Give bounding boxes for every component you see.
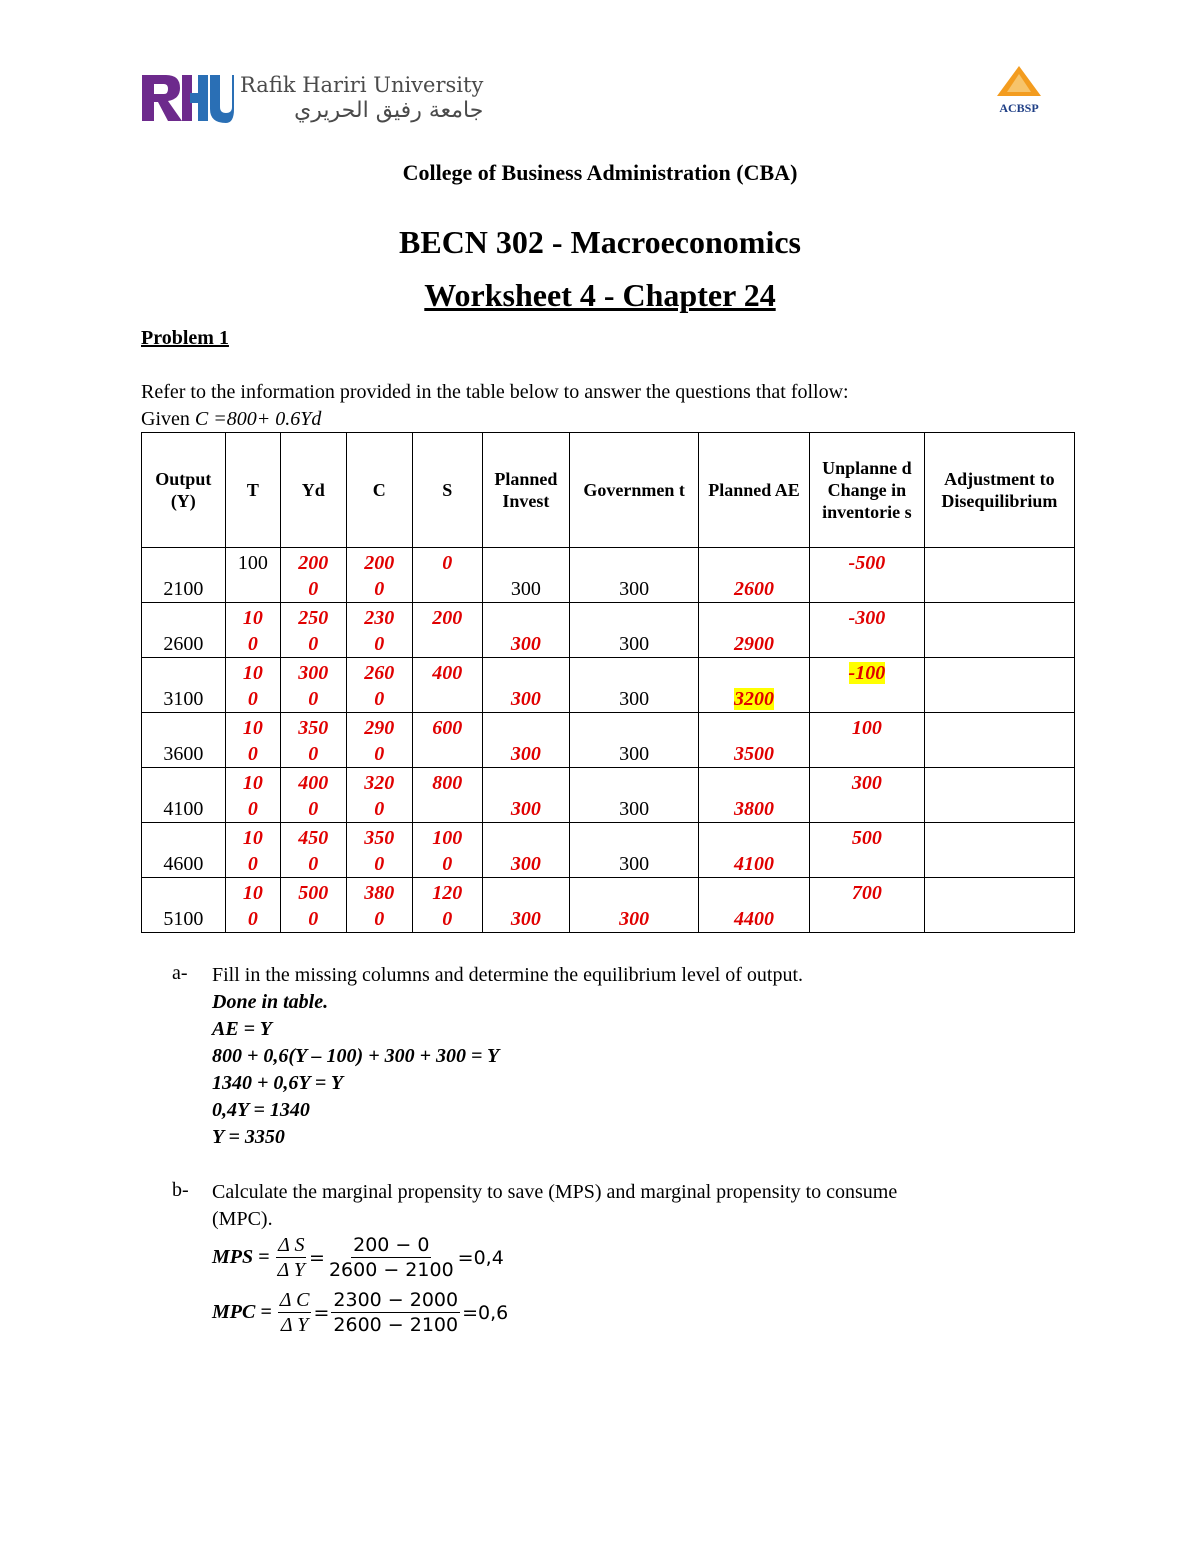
table-row (142, 823, 1075, 878)
cell-planned-ae (699, 713, 810, 768)
cell-s-value: 200 (432, 607, 463, 629)
equals-sign: = (313, 1301, 330, 1324)
cell-yd-value: 0 (308, 578, 319, 600)
cell-unplanned-change (809, 658, 924, 713)
cell-c (346, 823, 412, 878)
cell-output (142, 713, 226, 768)
mps-label: MPS = (212, 1246, 270, 1268)
cell-planned-ae (699, 823, 810, 878)
given-line (141, 408, 321, 431)
answer-a-line: Y = 3350 (212, 1126, 285, 1148)
cell-planned-invest (482, 658, 570, 713)
header-c: C (346, 433, 412, 548)
cell-s-value: 800 (432, 772, 463, 794)
cell-adjustment (924, 548, 1074, 603)
cell-planned-invest (482, 603, 570, 658)
mps-result: =0,4 (457, 1246, 504, 1269)
cell-government (570, 823, 699, 878)
cell-c (346, 713, 412, 768)
mpc-fraction-numeric (331, 1288, 460, 1337)
data-table (141, 432, 1075, 933)
cell-yd (281, 768, 346, 823)
worksheet-title: Worksheet 4 - Chapter 24 (424, 277, 776, 313)
cell-planned-ae-value: 3200 (734, 688, 775, 710)
cell-yd-value: 450 (298, 827, 329, 849)
cell-t-value: 100 (237, 552, 268, 574)
cell-c-value: 260 (364, 662, 395, 684)
cell-output-value: 2600 (163, 633, 204, 655)
cell-t-value: 0 (247, 798, 258, 820)
cell-planned-ae (699, 658, 810, 713)
cell-t-value: 0 (247, 908, 258, 930)
header-t: T (225, 433, 280, 548)
cell-unplanned-change (809, 823, 924, 878)
cell-government-value: 300 (619, 853, 650, 875)
cell-output-value: 3100 (163, 688, 204, 710)
mps-numeric-denominator: 2600 − 2100 (328, 1259, 454, 1281)
university-name-ar: جامعة رفيق الحريري (294, 97, 484, 123)
cell-c-value: 0 (374, 578, 385, 600)
question-b-text-line2: (MPC). (212, 1208, 273, 1230)
cell-t-value: 0 (247, 688, 258, 710)
cell-unplanned-change-value: -500 (848, 552, 886, 574)
cell-c-value: 0 (374, 798, 385, 820)
cell-adjustment (924, 658, 1074, 713)
cell-yd-value: 0 (308, 688, 319, 710)
cell-c-value: 380 (364, 882, 395, 904)
question-a-label: a- (172, 962, 188, 984)
cell-government-value: 300 (619, 908, 650, 930)
cell-s-value: 600 (432, 717, 463, 739)
cell-s-value: 0 (442, 853, 453, 875)
cell-c (346, 658, 412, 713)
cell-adjustment (924, 768, 1074, 823)
cell-yd-value: 250 (298, 607, 329, 629)
cell-government-value: 300 (619, 578, 650, 600)
cell-yd-value: 0 (308, 798, 319, 820)
cell-t (225, 878, 280, 933)
cell-s (413, 658, 483, 713)
cell-s-value: 0 (442, 552, 453, 574)
cell-unplanned-change (809, 768, 924, 823)
cell-t (225, 823, 280, 878)
cell-government (570, 768, 699, 823)
cell-t-value: 10 (242, 607, 263, 629)
table-header-row (142, 433, 1075, 548)
acbsp-triangle-icon (997, 66, 1041, 96)
cell-unplanned-change (809, 603, 924, 658)
cell-yd-value: 0 (308, 908, 319, 930)
cell-output (142, 878, 226, 933)
cell-adjustment (924, 823, 1074, 878)
cell-yd-value: 0 (308, 633, 319, 655)
problem-title: Problem 1 (141, 327, 229, 349)
cell-government-value: 300 (619, 798, 650, 820)
cell-t-value: 0 (247, 853, 258, 875)
cell-government-value: 300 (619, 633, 650, 655)
given-formula: C =800+ 0.6Yd (194, 408, 322, 430)
cell-yd-value: 400 (298, 772, 329, 794)
cell-t-value: 10 (242, 827, 263, 849)
mpc-formula (212, 1288, 508, 1337)
cell-t-value: 0 (247, 633, 258, 655)
cell-s (413, 768, 483, 823)
college-name: College of Business Administration (CBA) (402, 160, 798, 185)
cell-s (413, 548, 483, 603)
cell-yd-value: 500 (298, 882, 329, 904)
cell-government-value: 300 (619, 688, 650, 710)
cell-government (570, 548, 699, 603)
table-row (142, 658, 1075, 713)
acbsp-logo (988, 66, 1050, 116)
cell-adjustment (924, 713, 1074, 768)
cell-planned-invest-value: 300 (510, 798, 541, 820)
course-title: BECN 302 - Macroeconomics (399, 224, 801, 260)
rhu-logo (140, 70, 483, 126)
answer-a-line: 1340 + 0,6Y = Y (212, 1072, 344, 1094)
cell-yd (281, 823, 346, 878)
mpc-numerator: Δ C (279, 1289, 310, 1311)
given-prefix: Given (141, 408, 195, 430)
header-output: Output (Y) (142, 433, 226, 548)
cell-planned-invest-value: 300 (510, 633, 541, 655)
cell-planned-invest-value: 300 (510, 743, 541, 765)
cell-planned-ae-value: 2600 (734, 578, 775, 600)
header-government: Governmen t (570, 433, 699, 548)
cell-planned-ae (699, 603, 810, 658)
cell-c-value: 290 (364, 717, 395, 739)
cell-yd-value: 350 (298, 717, 329, 739)
mpc-denominator: Δ Y (280, 1314, 309, 1336)
cell-yd (281, 658, 346, 713)
cell-c-value: 0 (374, 853, 385, 875)
cell-output-value: 4100 (163, 798, 204, 820)
cell-output (142, 823, 226, 878)
cell-planned-ae-value: 2900 (734, 633, 775, 655)
cell-yd (281, 878, 346, 933)
cell-planned-ae-value: 4400 (734, 908, 775, 930)
cell-s-value: 100 (432, 827, 463, 849)
cell-government (570, 878, 699, 933)
cell-c-value: 350 (364, 827, 395, 849)
cell-planned-invest-value: 300 (510, 908, 541, 930)
question-b-text-line1: Calculate the marginal propensity to save (MPS) and marginal propensity to consume (212, 1181, 898, 1203)
table-row (142, 713, 1075, 768)
question-a-text: Fill in the missing columns and determine the equilibrium level of output. (212, 964, 804, 986)
cell-planned-invest (482, 713, 570, 768)
cell-planned-ae (699, 878, 810, 933)
cell-yd (281, 548, 346, 603)
cell-c-value: 200 (364, 552, 395, 574)
cell-unplanned-change-value: 100 (851, 717, 882, 739)
table-row (142, 768, 1075, 823)
cell-c (346, 768, 412, 823)
cell-planned-ae (699, 548, 810, 603)
answer-a-line: Done in table. (212, 991, 329, 1013)
cell-c-value: 0 (374, 688, 385, 710)
cell-s (413, 878, 483, 933)
cell-output-value: 5100 (163, 908, 204, 930)
mpc-fraction-symbolic (278, 1288, 312, 1337)
cell-planned-invest-value: 300 (510, 578, 541, 600)
cell-s (413, 823, 483, 878)
header-unplanned-change: Unplanne d Change in inventorie s (809, 433, 924, 548)
cell-yd (281, 713, 346, 768)
mpc-result: =0,6 (462, 1301, 509, 1324)
mpc-label: MPC = (212, 1301, 272, 1323)
mps-formula (212, 1233, 504, 1282)
cell-unplanned-change (809, 548, 924, 603)
cell-planned-ae-value: 3800 (734, 798, 775, 820)
cell-planned-ae (699, 768, 810, 823)
header-planned-invest: Planned Invest (482, 433, 570, 548)
cell-planned-invest (482, 823, 570, 878)
rhu-logo-mark (140, 71, 234, 125)
mps-fraction-symbolic (276, 1233, 308, 1282)
mps-numeric-numerator: 200 − 0 (353, 1234, 430, 1256)
cell-output-value: 3600 (163, 743, 204, 765)
cell-c (346, 603, 412, 658)
cell-output (142, 548, 226, 603)
cell-s-value: 120 (432, 882, 463, 904)
mps-fraction-numeric (327, 1233, 456, 1282)
cell-t-value: 10 (242, 662, 263, 684)
cell-unplanned-change-value: 300 (851, 772, 882, 794)
cell-c (346, 878, 412, 933)
answer-a-line: AE = Y (212, 1018, 272, 1040)
cell-s (413, 603, 483, 658)
cell-government-value: 300 (619, 743, 650, 765)
cell-government (570, 603, 699, 658)
cell-t (225, 768, 280, 823)
cell-output (142, 658, 226, 713)
cell-t-value: 0 (247, 743, 258, 765)
cell-t-value: 10 (242, 882, 263, 904)
cell-t (225, 548, 280, 603)
cell-t (225, 658, 280, 713)
cell-t-value: 10 (242, 717, 263, 739)
answer-a-line: 0,4Y = 1340 (212, 1099, 310, 1121)
cell-planned-ae-value: 3500 (734, 743, 775, 765)
cell-unplanned-change-value: 700 (851, 882, 882, 904)
mps-denominator: Δ Y (277, 1259, 306, 1281)
cell-yd-value: 0 (308, 853, 319, 875)
cell-s (413, 713, 483, 768)
cell-yd-value: 0 (308, 743, 319, 765)
cell-adjustment (924, 878, 1074, 933)
cell-t (225, 713, 280, 768)
university-name-en: Rafik Hariri University (240, 72, 484, 97)
cell-unplanned-change (809, 713, 924, 768)
answer-a-line: 800 + 0,6(Y – 100) + 300 + 300 = Y (212, 1045, 500, 1067)
cell-output-value: 2100 (163, 578, 204, 600)
cell-planned-invest (482, 548, 570, 603)
cell-output (142, 603, 226, 658)
cell-c (346, 548, 412, 603)
cell-planned-invest (482, 878, 570, 933)
cell-output-value: 4600 (163, 853, 204, 875)
cell-c-value: 0 (374, 908, 385, 930)
cell-planned-invest (482, 768, 570, 823)
cell-output (142, 768, 226, 823)
table-row (142, 548, 1075, 603)
table-row (142, 603, 1075, 658)
cell-adjustment (924, 603, 1074, 658)
cell-c-value: 320 (364, 772, 395, 794)
acbsp-label: ACBSP (999, 101, 1039, 115)
cell-unplanned-change (809, 878, 924, 933)
header-adjustment: Adjustment to Disequilibrium (924, 433, 1074, 548)
cell-planned-invest-value: 300 (510, 688, 541, 710)
mpc-numeric-denominator: 2600 − 2100 (333, 1314, 459, 1336)
header-yd: Yd (281, 433, 346, 548)
cell-t-value: 10 (242, 772, 263, 794)
problem-intro: Refer to the information provided in the table below to answer the questions that follow: (141, 381, 849, 403)
header-planned-ae: Planned AE (699, 433, 810, 548)
cell-c-value: 0 (374, 633, 385, 655)
cell-yd-value: 200 (298, 552, 329, 574)
cell-government (570, 713, 699, 768)
cell-yd-value: 300 (298, 662, 329, 684)
mpc-numeric-numerator: 2300 − 2000 (333, 1289, 459, 1311)
mps-numerator: Δ S (278, 1234, 305, 1256)
cell-s-value: 400 (432, 662, 463, 684)
cell-unplanned-change-value: 500 (851, 827, 882, 849)
cell-unplanned-change-value: -300 (848, 607, 886, 629)
question-b-label: b- (172, 1179, 189, 1201)
cell-unplanned-change-value: -100 (848, 662, 886, 684)
cell-planned-ae-value: 4100 (734, 853, 775, 875)
equals-sign: = (309, 1246, 325, 1269)
header-s: S (413, 433, 483, 548)
cell-yd (281, 603, 346, 658)
cell-c-value: 0 (374, 743, 385, 765)
cell-c-value: 230 (364, 607, 395, 629)
cell-planned-invest-value: 300 (510, 853, 541, 875)
table-row (142, 878, 1075, 933)
cell-t (225, 603, 280, 658)
cell-government (570, 658, 699, 713)
cell-s-value: 0 (442, 908, 453, 930)
